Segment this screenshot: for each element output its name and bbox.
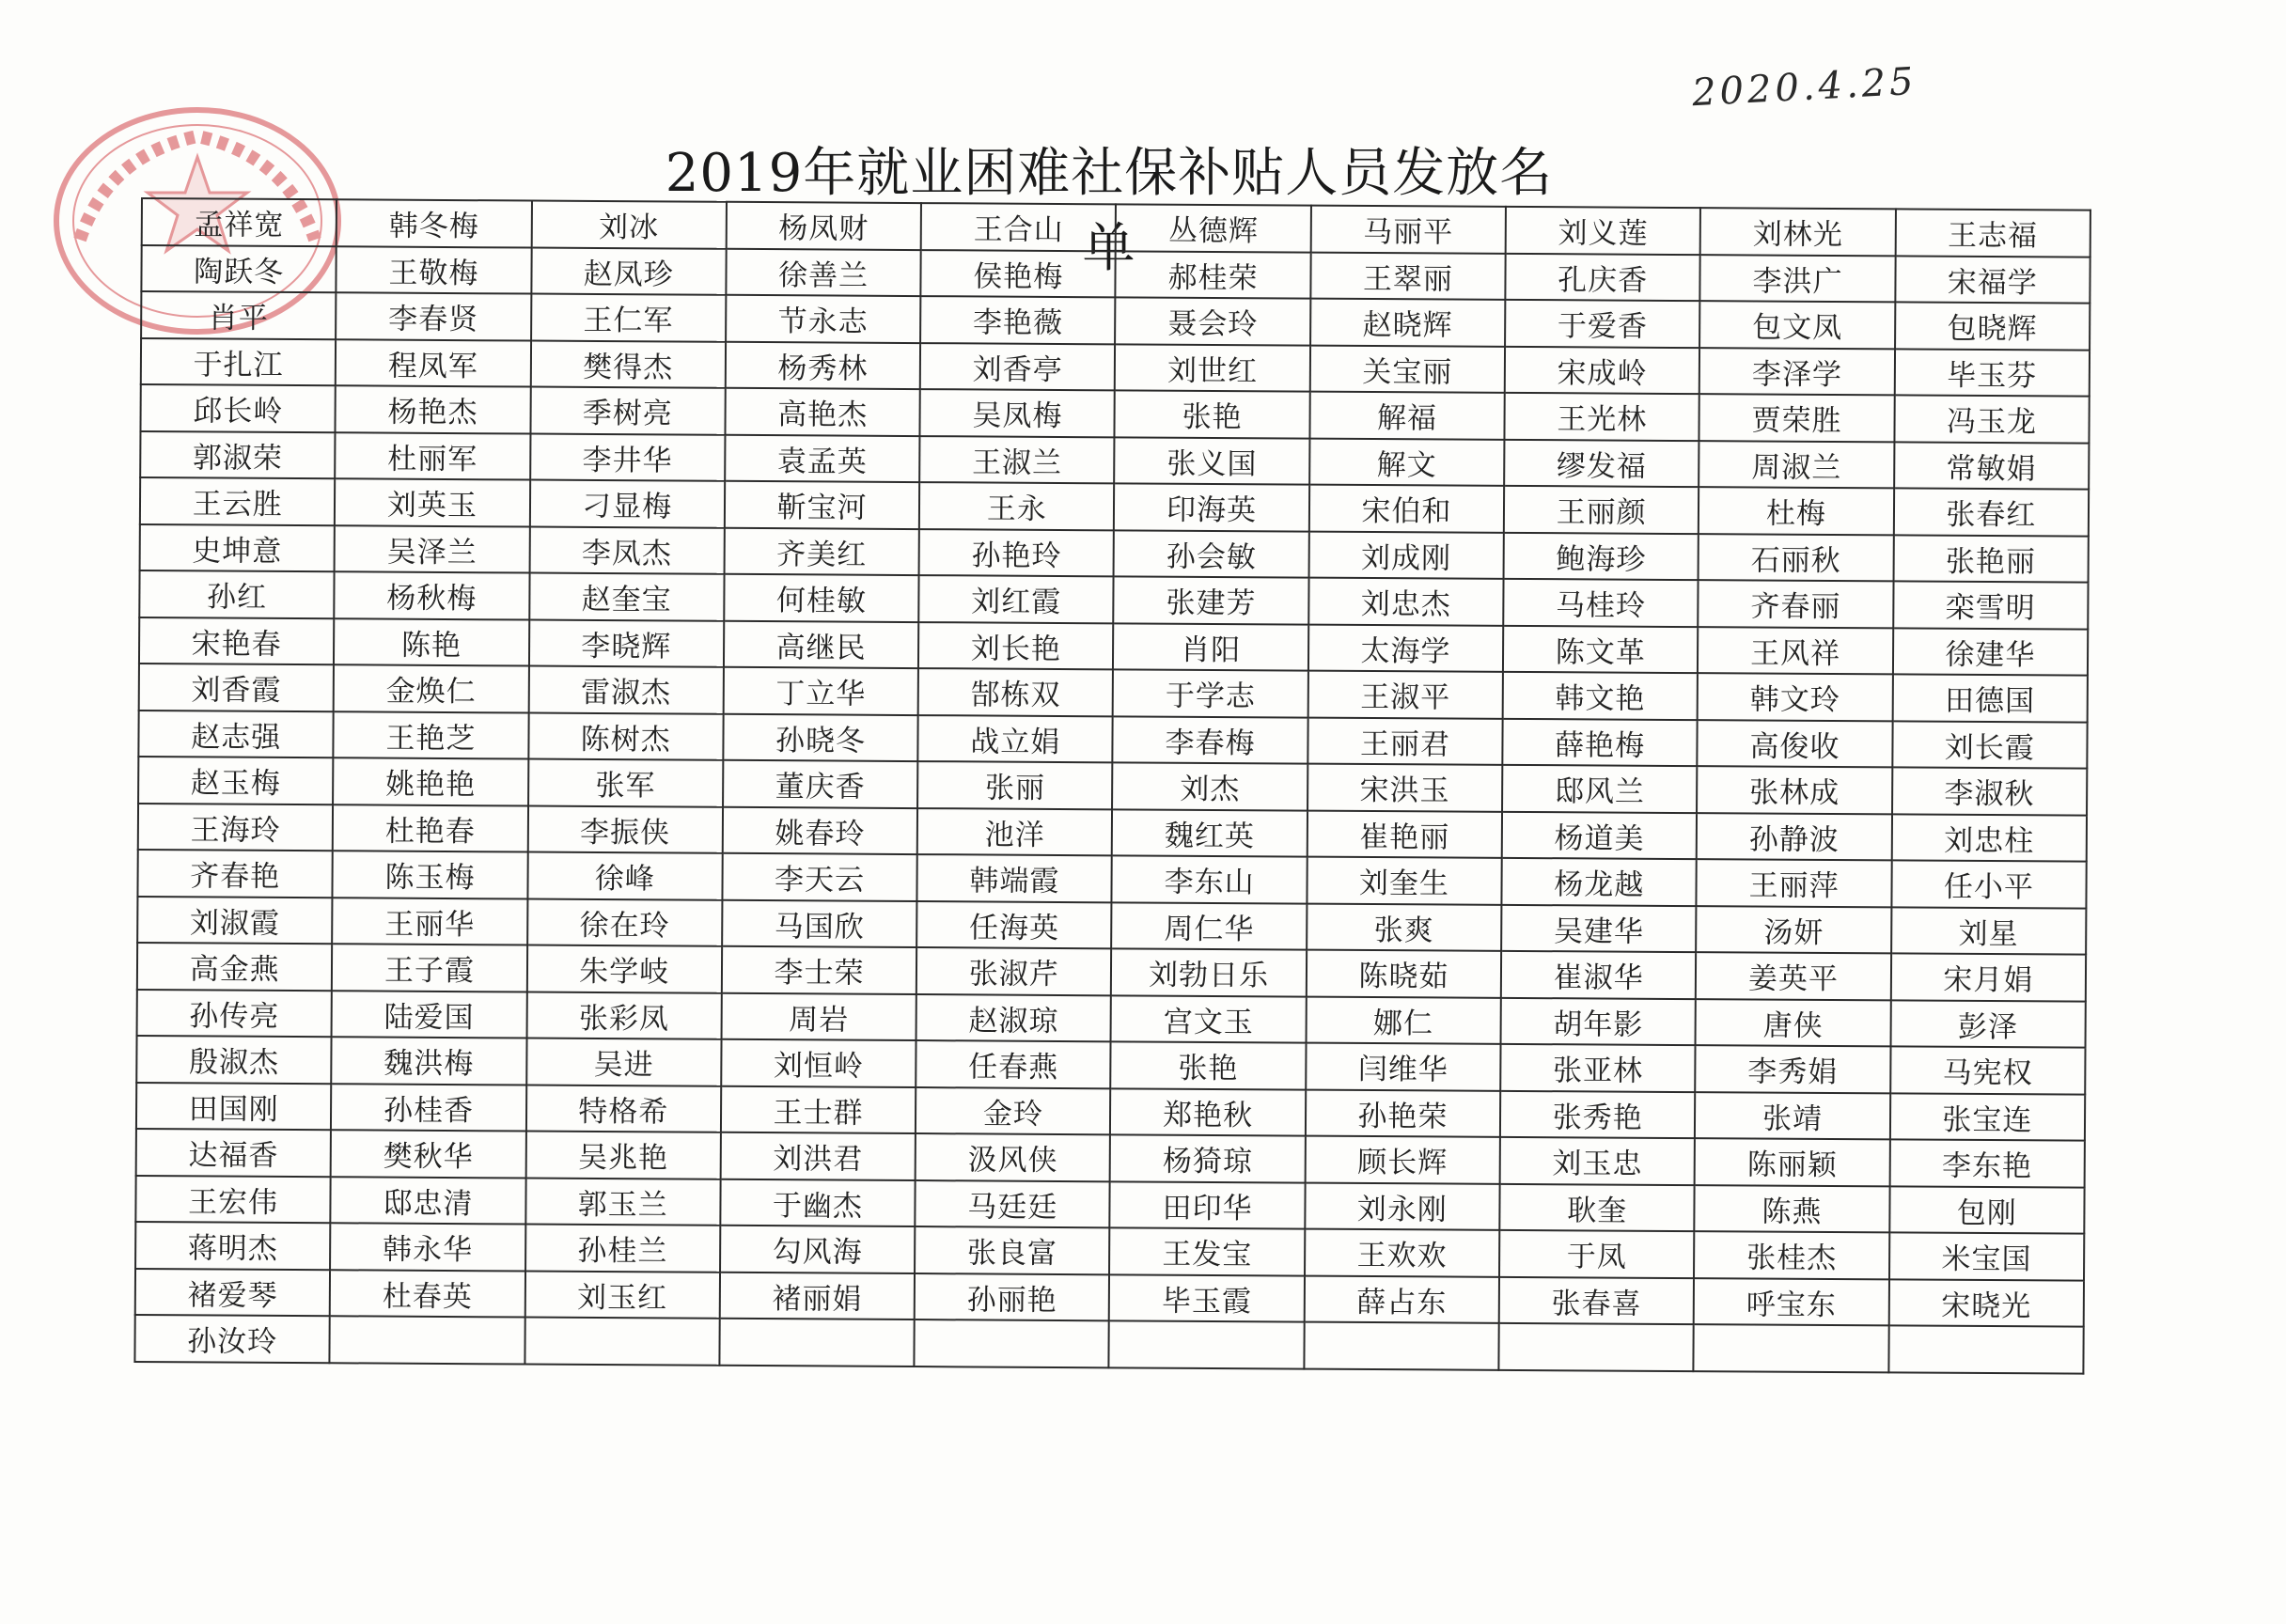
name-cell: 齐美红 [724, 527, 919, 575]
name-cell: 田国刚 [136, 1082, 332, 1130]
name-cell: 齐春丽 [1699, 580, 1894, 628]
name-cell: 赵奎宝 [529, 573, 725, 621]
name-cell: 徐在玲 [527, 898, 723, 946]
name-cell: 孙晓冬 [723, 713, 918, 761]
name-cell: 任小平 [1891, 860, 2087, 908]
name-cell: 邸忠清 [331, 1177, 526, 1225]
name-cell: 刘香亭 [920, 343, 1116, 391]
name-cell: 薛艳梅 [1502, 718, 1698, 766]
name-cell: 徐建华 [1893, 628, 2089, 676]
name-cell: 董庆香 [723, 760, 918, 808]
name-cell: 李春梅 [1113, 716, 1308, 764]
name-cell: 宫文玉 [1111, 995, 1307, 1043]
name-cell: 王志福 [1895, 209, 2090, 257]
name-cell: 李井华 [530, 433, 726, 481]
name-cell: 耿奎 [1499, 1183, 1695, 1231]
name-cell: 包刚 [1889, 1186, 2085, 1234]
name-cell: 鲍海珍 [1504, 532, 1699, 580]
name-cell: 郭玉兰 [525, 1178, 721, 1226]
name-cell: 丁立华 [724, 667, 919, 715]
name-cell: 何桂敏 [724, 574, 919, 622]
name-cell: 刘勃日乐 [1111, 948, 1307, 996]
name-cell: 袁孟英 [725, 434, 920, 482]
name-cell: 王淑平 [1307, 671, 1503, 719]
name-cell: 赵淑琼 [916, 994, 1112, 1042]
name-cell: 李振侠 [527, 805, 723, 853]
name-cell: 孙汝玲 [134, 1315, 330, 1363]
name-cell: 魏红英 [1112, 809, 1307, 857]
name-cell: 张春喜 [1499, 1276, 1695, 1324]
name-cell: 刘世红 [1115, 344, 1310, 392]
name-cell: 解福 [1309, 392, 1505, 440]
name-cell [915, 1320, 1110, 1367]
name-cell: 常敏娟 [1894, 442, 2090, 490]
name-cell: 王海玲 [138, 803, 334, 851]
name-cell: 刘星 [1891, 907, 2087, 955]
name-cell: 王丽君 [1307, 717, 1503, 765]
name-cell: 贾荣胜 [1699, 394, 1895, 442]
name-cell: 孙艳玲 [919, 529, 1115, 577]
name-cell: 王丽萍 [1697, 859, 1892, 907]
name-cell: 王宏伟 [135, 1175, 331, 1223]
name-cell: 樊秋华 [331, 1130, 526, 1178]
name-cell: 娜仁 [1306, 996, 1501, 1044]
name-cell: 魏洪梅 [332, 1037, 527, 1085]
name-cell: 丛德辉 [1116, 204, 1311, 252]
name-cell: 于学志 [1113, 669, 1308, 717]
name-cell: 吴兆艳 [525, 1132, 721, 1179]
name-cell: 李晓辉 [529, 619, 725, 667]
name-cell: 张靖 [1695, 1092, 1890, 1140]
name-cell: 刘香霞 [139, 664, 335, 711]
name-cell: 吴建华 [1501, 904, 1697, 952]
name-cell: 李士荣 [722, 946, 917, 994]
name-cell: 刘英玉 [335, 478, 530, 526]
name-cell: 赵凤珍 [531, 247, 727, 295]
name-cell: 张林成 [1697, 766, 1892, 814]
name-cell: 任春燕 [916, 1040, 1111, 1088]
name-cell: 李东山 [1112, 855, 1307, 903]
name-cell: 韩文玲 [1698, 673, 1893, 721]
name-cell: 特格希 [526, 1085, 722, 1132]
name-cell: 马宪权 [1890, 1046, 2086, 1094]
name-cell: 呼宝东 [1694, 1278, 1889, 1326]
name-cell: 米宝国 [1889, 1232, 2085, 1280]
name-cell: 杨道美 [1502, 811, 1698, 859]
name-cell: 张春红 [1894, 488, 2090, 536]
name-cell: 李艳薇 [920, 296, 1116, 344]
name-cell: 赵晓辉 [1310, 299, 1506, 347]
name-cell: 顾长辉 [1305, 1136, 1500, 1184]
name-cell: 韩冬梅 [337, 199, 532, 247]
name-cell: 包文凤 [1699, 301, 1895, 349]
name-cell: 陈树杰 [528, 712, 724, 760]
name-cell: 李东艳 [1889, 1139, 2085, 1187]
name-cell: 闫维华 [1306, 1043, 1501, 1091]
name-cell: 石丽秋 [1699, 534, 1894, 582]
name-cell: 金焕仁 [334, 664, 529, 712]
name-cell: 孙丽艳 [915, 1273, 1110, 1321]
roster-table [133, 197, 2091, 1374]
name-cell: 金玲 [916, 1087, 1111, 1135]
name-cell: 王云胜 [140, 477, 336, 525]
name-cell: 刘淑霞 [137, 896, 333, 944]
name-cell: 田德国 [1892, 674, 2088, 722]
name-cell: 刘恒岭 [721, 1039, 916, 1087]
name-cell: 王仁军 [531, 294, 727, 342]
name-cell: 陈玉梅 [333, 851, 528, 898]
name-cell: 马廷廷 [916, 1180, 1111, 1228]
name-cell: 刘奎生 [1307, 857, 1502, 905]
name-cell: 肖阳 [1113, 623, 1308, 671]
name-cell: 王丽华 [332, 898, 527, 945]
name-cell: 王子霞 [332, 944, 527, 992]
name-cell: 田印华 [1110, 1181, 1306, 1229]
name-cell: 郭淑荣 [140, 431, 336, 479]
name-cell: 于扎江 [141, 338, 337, 386]
name-cell: 姜英平 [1696, 952, 1891, 1000]
name-cell: 杜春英 [330, 1270, 525, 1318]
name-cell: 郝桂荣 [1116, 251, 1311, 299]
name-cell: 孙静波 [1697, 813, 1892, 861]
name-cell: 韩端霞 [917, 854, 1113, 902]
name-cell: 节永志 [726, 295, 921, 343]
name-cell: 宋艳春 [139, 617, 335, 664]
name-cell: 马国欣 [722, 899, 917, 947]
name-cell: 宋成岭 [1505, 346, 1700, 394]
name-cell: 王翠丽 [1310, 252, 1506, 300]
name-cell: 陈丽颖 [1695, 1138, 1890, 1186]
name-cell: 周淑兰 [1699, 441, 1895, 489]
name-cell: 殷淑杰 [136, 1036, 332, 1084]
name-cell: 李春贤 [336, 292, 531, 340]
name-cell: 关宝丽 [1310, 345, 1506, 393]
name-cell: 崔艳丽 [1307, 810, 1503, 858]
name-cell: 郑艳秋 [1110, 1088, 1306, 1136]
name-cell: 张桂杰 [1694, 1231, 1889, 1279]
name-cell: 郜栋双 [918, 668, 1114, 716]
name-cell: 张建芳 [1114, 576, 1309, 624]
name-cell: 张爽 [1307, 903, 1502, 951]
name-cell: 陆爱国 [332, 991, 527, 1038]
name-cell: 马桂玲 [1503, 579, 1699, 627]
name-cell: 宋福学 [1895, 256, 2090, 304]
name-cell: 王永 [919, 482, 1115, 530]
name-cell [1304, 1322, 1499, 1370]
name-cell: 薛占东 [1304, 1275, 1499, 1323]
name-cell [1888, 1325, 2084, 1373]
name-cell: 达福香 [136, 1129, 332, 1177]
name-cell: 王士群 [721, 1085, 916, 1133]
name-cell: 刘冰 [531, 201, 727, 249]
name-cell: 陈晓茹 [1307, 950, 1502, 998]
name-cell: 刘永刚 [1305, 1182, 1500, 1230]
name-cell: 杜梅 [1699, 487, 1894, 535]
name-cell: 张彩凤 [526, 992, 722, 1039]
name-cell: 徐峰 [527, 852, 723, 900]
name-cell: 池洋 [917, 808, 1113, 856]
roster-table-wrapper [133, 197, 2091, 1374]
name-cell: 周仁华 [1112, 902, 1307, 950]
name-cell: 侯艳梅 [921, 250, 1117, 298]
name-cell: 唐侠 [1696, 999, 1891, 1047]
name-cell: 刘玉忠 [1500, 1137, 1696, 1185]
name-cell: 吴进 [526, 1038, 722, 1086]
name-cell: 刁显梅 [529, 480, 725, 528]
name-cell: 勾风海 [720, 1226, 916, 1273]
name-cell: 王风祥 [1698, 627, 1893, 675]
name-cell: 周岩 [721, 992, 916, 1040]
name-cell: 朱学岐 [526, 945, 722, 993]
name-cell: 吴泽兰 [335, 525, 530, 573]
name-cell [1694, 1324, 1889, 1372]
name-cell: 缪发福 [1504, 439, 1699, 487]
name-cell: 齐春艳 [137, 850, 333, 898]
name-cell: 赵玉梅 [138, 757, 334, 804]
name-cell: 于幽杰 [720, 1179, 916, 1226]
name-cell: 褚爱琴 [135, 1268, 331, 1316]
name-cell: 孙红 [139, 570, 335, 618]
name-cell: 杨秋梅 [335, 571, 530, 619]
name-cell: 胡年影 [1501, 997, 1697, 1045]
name-cell: 刘林光 [1700, 208, 1896, 256]
name-cell: 包晓辉 [1895, 302, 2090, 350]
name-cell: 汤妍 [1696, 906, 1891, 954]
name-cell: 褚丽娟 [720, 1272, 916, 1320]
name-cell: 杜艳春 [333, 804, 528, 852]
name-cell [1109, 1320, 1305, 1368]
document-date: 2020.4.25 [1690, 59, 1918, 116]
name-cell [330, 1316, 525, 1364]
name-cell: 徐善兰 [726, 248, 921, 296]
name-cell: 毕玉霞 [1109, 1274, 1305, 1322]
roster-table-body [134, 198, 2090, 1373]
name-cell: 赵志强 [138, 710, 334, 757]
name-cell: 肖平 [141, 291, 337, 339]
name-cell: 杨龙越 [1502, 858, 1698, 906]
name-cell: 刘长艳 [918, 622, 1114, 670]
name-cell: 王合山 [921, 203, 1117, 251]
name-cell: 毕玉芬 [1894, 349, 2090, 397]
name-cell: 刘忠柱 [1891, 814, 2087, 862]
name-cell: 刘忠杰 [1308, 578, 1504, 626]
name-cell: 王光林 [1505, 393, 1700, 441]
name-cell: 韩文艳 [1503, 672, 1699, 720]
name-cell: 杜丽军 [335, 432, 530, 480]
name-cell: 史坤意 [140, 523, 336, 571]
name-cell: 高金燕 [137, 943, 333, 991]
name-cell: 刘长霞 [1892, 721, 2088, 769]
name-cell: 吴凤梅 [920, 389, 1116, 437]
name-cell: 王丽颜 [1504, 486, 1699, 534]
name-cell: 姚春玲 [723, 806, 918, 854]
name-cell: 李泽学 [1699, 348, 1895, 396]
name-cell: 李秀娟 [1696, 1045, 1891, 1093]
name-cell: 宋伯和 [1309, 485, 1505, 533]
name-cell: 马丽平 [1310, 206, 1506, 254]
name-cell: 杨秀林 [726, 341, 921, 389]
name-cell: 孙艳荣 [1306, 1089, 1501, 1137]
name-cell: 韩永华 [330, 1223, 525, 1271]
name-cell: 张宝连 [1890, 1093, 2086, 1141]
name-cell: 陈文革 [1503, 625, 1699, 673]
name-cell: 王艳芝 [334, 711, 529, 759]
name-cell: 张良富 [915, 1226, 1110, 1274]
name-cell: 张艳丽 [1893, 535, 2089, 583]
name-cell: 邸风兰 [1502, 765, 1698, 813]
name-cell: 王发宝 [1110, 1227, 1306, 1275]
name-cell: 张亚林 [1500, 1044, 1696, 1092]
name-cell: 靳宝河 [725, 481, 920, 529]
name-cell: 栾雪明 [1893, 581, 2089, 629]
name-cell: 季树亮 [530, 387, 726, 435]
name-cell: 张艳 [1115, 390, 1310, 438]
name-cell: 刘杰 [1113, 762, 1308, 810]
name-cell: 孙会敏 [1114, 530, 1309, 578]
document-title: 2019年就业困难社保补贴人员发放名单 [665, 143, 1554, 279]
name-cell: 陶跃冬 [141, 245, 337, 293]
name-cell: 李淑秋 [1892, 767, 2088, 815]
name-cell: 陈燕 [1695, 1185, 1890, 1233]
name-cell: 张秀艳 [1500, 1090, 1696, 1138]
name-cell: 张艳 [1111, 1041, 1307, 1089]
name-cell: 蒋明杰 [135, 1222, 331, 1270]
name-cell: 崔淑华 [1501, 951, 1697, 999]
name-cell: 李天云 [722, 853, 917, 901]
name-cell: 张淑芹 [916, 947, 1112, 995]
name-cell: 刘洪君 [721, 1132, 916, 1180]
name-cell: 杨猗琼 [1110, 1134, 1306, 1182]
name-cell: 杨艳杰 [336, 385, 531, 433]
name-cell: 程凤军 [336, 339, 531, 387]
name-cell: 任海英 [916, 901, 1112, 949]
name-cell [525, 1318, 720, 1366]
name-cell: 于凤 [1499, 1230, 1695, 1278]
name-cell: 孙桂兰 [525, 1225, 721, 1273]
name-cell: 高艳杰 [725, 388, 920, 436]
name-cell: 张军 [528, 759, 724, 807]
name-cell: 李凤杰 [529, 526, 725, 574]
name-cell: 孟祥宽 [142, 198, 337, 246]
name-cell: 彭泽 [1890, 1000, 2086, 1048]
name-cell: 雷淑杰 [528, 666, 724, 714]
name-cell: 樊得杰 [530, 340, 726, 388]
name-cell: 印海英 [1114, 483, 1309, 531]
name-cell: 王欢欢 [1305, 1229, 1500, 1277]
name-cell: 高继民 [724, 620, 919, 668]
name-cell: 高俊收 [1698, 720, 1893, 768]
name-cell: 张丽 [917, 761, 1113, 809]
name-cell: 宋晓光 [1888, 1279, 2084, 1327]
name-cell: 战立娟 [918, 715, 1114, 763]
name-cell: 孔庆香 [1505, 253, 1700, 301]
name-cell: 孙传亮 [137, 989, 333, 1037]
name-cell: 汲风侠 [916, 1133, 1111, 1181]
name-cell: 陈艳 [334, 618, 529, 666]
name-cell: 冯玉龙 [1894, 395, 2090, 443]
name-cell: 解文 [1309, 438, 1505, 486]
name-cell: 孙桂香 [331, 1084, 526, 1132]
name-cell: 太海学 [1308, 624, 1504, 672]
name-cell: 宋洪玉 [1307, 764, 1503, 812]
name-cell: 于爱香 [1505, 300, 1700, 348]
name-cell: 王淑兰 [919, 436, 1115, 484]
name-cell [719, 1319, 915, 1366]
name-cell: 刘成刚 [1308, 531, 1504, 579]
name-cell: 宋月娟 [1890, 953, 2086, 1001]
name-cell: 邱长岭 [140, 384, 336, 432]
name-cell: 杨凤财 [727, 202, 922, 250]
name-cell: 刘玉红 [525, 1271, 720, 1319]
name-cell: 姚艳艳 [333, 757, 528, 805]
name-cell: 张义国 [1115, 437, 1310, 485]
name-cell: 刘红霞 [918, 575, 1114, 623]
name-cell: 聂会玲 [1116, 297, 1311, 345]
name-cell: 刘义莲 [1506, 207, 1701, 255]
name-cell [1498, 1323, 1694, 1371]
name-cell: 王敬梅 [337, 246, 532, 294]
name-cell: 李洪广 [1700, 255, 1896, 303]
